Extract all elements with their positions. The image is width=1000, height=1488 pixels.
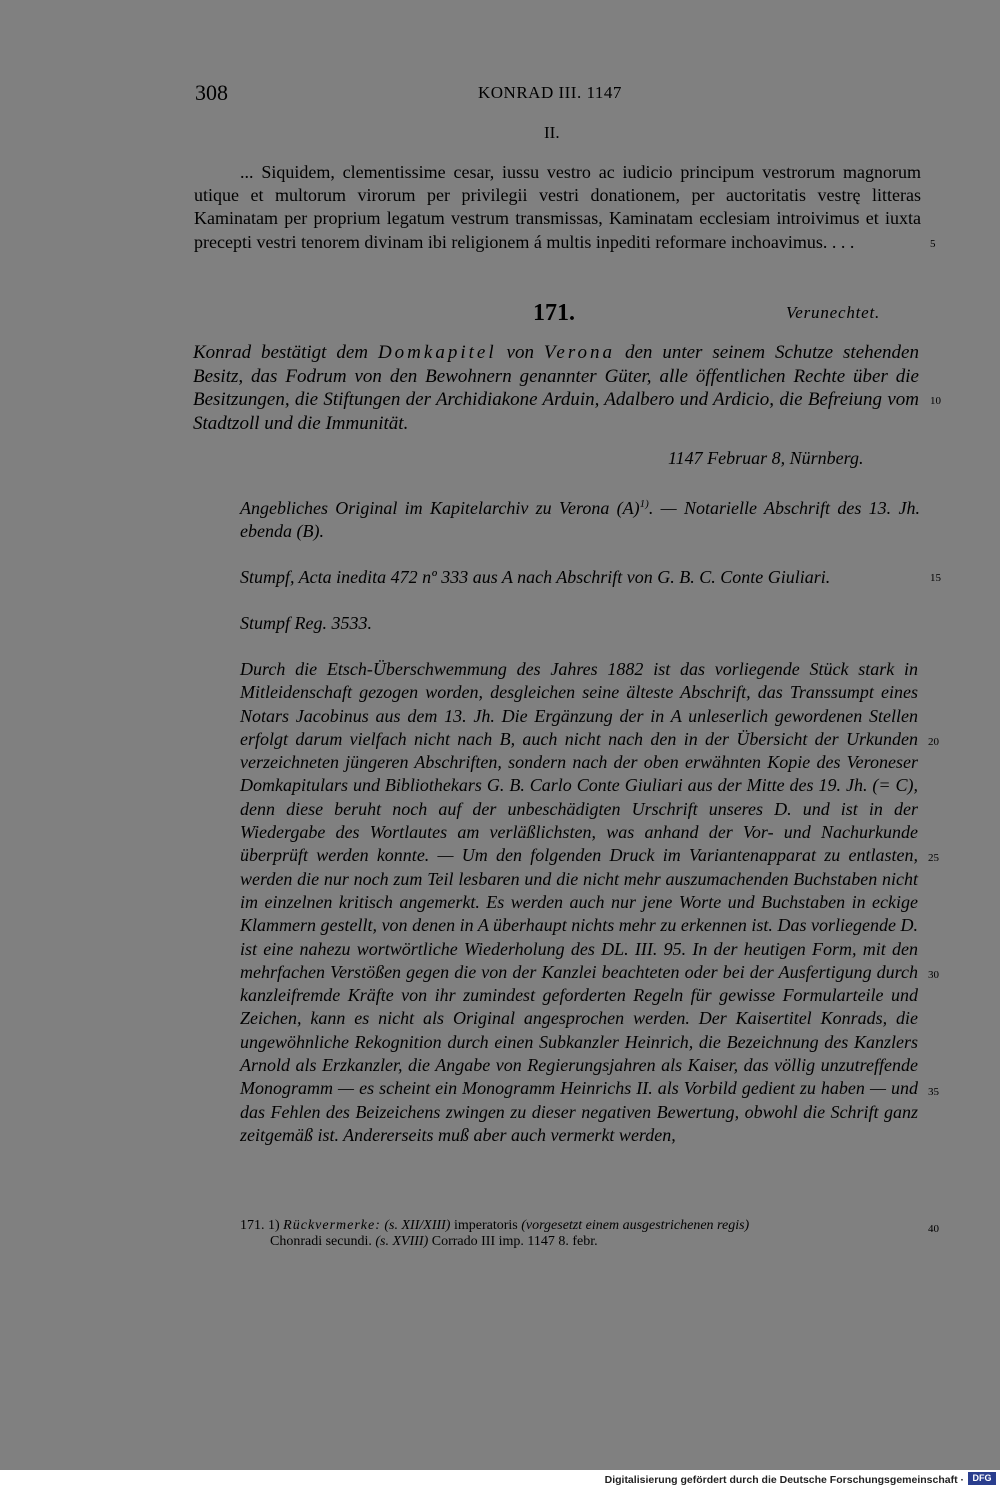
regesta-note: Stumpf Reg. 3533. (240, 613, 372, 633)
date-place: 1147 Februar 8, Nürnberg. (668, 448, 864, 468)
footnote-line-1 (240, 1218, 920, 1234)
footnote-text-1: imperatoris (453, 1218, 518, 1233)
footnote-date-2: (s. XVIII) (375, 1234, 429, 1249)
line-number-40: 40 (928, 1223, 939, 1235)
tradition-copy: . — Notarielle Abschrift des 13. Jh. ebenda (B). (240, 498, 920, 542)
document-status: Verunechtet. (786, 303, 881, 322)
line-number-35: 35 (928, 1086, 939, 1098)
digitization-credit: Digitalisierung gefördert durch die Deutsche Forschungsgemeinschaft · (604, 1474, 964, 1486)
footnote-text-2: Chonradi secundi. (270, 1234, 372, 1249)
regest-text-1: Konrad bestätigt dem (193, 342, 378, 363)
line-number-10: 10 (930, 395, 941, 407)
footnote (240, 1218, 920, 1250)
line-number-15: 15 (930, 572, 941, 584)
footnote-date-1: (s. XII/XIII) (384, 1218, 451, 1233)
page-number: 308 (195, 80, 228, 105)
dfg-logo: DFG (968, 1472, 996, 1485)
regest-recipient: Domkapitel (377, 342, 497, 363)
line-number-30: 30 (928, 969, 939, 981)
tradition-note (240, 493, 920, 543)
section-ii-text: ... Siquidem, clementissime cesar, iussu vestro ac iudicio principum vestrorum magnorum utique et multorum virorum per privilegii vestri donationem, per auctoritatis vestrę litteras Kaminatam per proprium legatum vestrum transmissas, Kaminatam ecclesiam introivimus et iuxta precepti vestri tenorem divinam ibi religionem á multis inpediti reformare inchoavimus. . . . (194, 162, 921, 252)
line-number-20: 20 (928, 736, 939, 748)
line-number-25: 25 (928, 852, 939, 864)
footnote-ref: 1) (639, 498, 649, 510)
tradition-original: Angebliches Original im Kapitelarchiv zu Verona (A) (240, 498, 640, 518)
regest-place: Verona (543, 342, 616, 363)
regest-text-2: von (496, 342, 544, 363)
edition-note: Stumpf, Acta inedita 472 nº 333 aus A nach Abschrift von G. B. C. Conte Giuliari. (240, 567, 831, 587)
regest-text-3: den unter seinem Schutze stehenden Besitz, das Fodrum von den Bewohnern genannter Güter, alle öffentlichen Rechte über die Besitzungen, die Stiftungen der Archidiakone Arduin, Adalbero und Ardicio, die Befreiung vom Stadtzoll und die Immunität. (193, 342, 919, 434)
footnote-label: Rückvermerke: (283, 1218, 381, 1233)
regest (193, 341, 919, 435)
footnote-text-3: Corrado III imp. 1147 8. febr. (431, 1234, 598, 1249)
section-heading-ii: II. (544, 123, 560, 142)
footnote-note-1: (vorgesetzt einem ausgestrichenen regis) (521, 1218, 750, 1233)
document-number: 171. (533, 300, 575, 326)
running-title: KONRAD III. 1147 (478, 83, 622, 102)
line-number-5: 5 (930, 238, 936, 250)
footnote-line-2 (240, 1234, 920, 1250)
commentary: Durch die Etsch-Überschwemmung des Jahres 1882 ist das vorliegende Stück stark in Mitleidenschaft gezogen worden, desgleichen seine älteste Abschrift, das Transsumpt eines Notars Jacobinus aus dem 13. Jh. Die Ergänzung der in A unleserlich gewordenen Stellen erfolgt darum vielfach nicht nach B, auch nicht nach den in der Übersicht der Urkunden verzeichneten jüngeren Abschriften, sondern nach der oben erwähnten Kopie des Veroneser Domkapitulars und Bibliothekars G. B. Carlo Conte Giuliari aus der Mitte des 19. Jh. (= C), denn diese beruht noch auf der unbeschädigten Urschrift unseres D. und ist in der Wiedergabe des Wortlautes am verläßlichsten, was anhand der Vor- und Nachurkunde überprüft werden konnte. — Um den folgenden Druck im Variantenapparat zu entlasten, werden die nur noch zum Teil lesbaren und die nicht mehr auszumachenden Buchstaben nicht im einzelnen kritisch angemerkt. Es werden auch nur jene Worte und Buchstaben in eckige Klammern gestellt, von denen in A überhaupt nichts mehr zu erkennen ist. Das vorliegende D. ist eine nahezu wortwörtliche Wiederholung des DL. III. 95. In der heutigen Form, mit den mehrfachen Verstößen gegen die von der Kanzlei beachteten oder bei der Ausfertigung durch kanzleifremde Kräfte von ihr zumindest geforderten Regeln für gewisse Formularteile und Zeichen, kann es nicht als Original angesprochen werden. Der Kaisertitel Konrads, die ungewöhnliche Rekognition durch einen Subkanzler Heinrich, die Bezeichnung des Kanzlers Arnold als Erzkanzler, die Angabe von Regierungsjahren als Kaiser, das völlig unzutreffende Monogramm — es scheint ein Monogramm Heinrichs II. als Vorbild gedient zu haben — und das Fehlen des Beizeichens zwingen zu dieser negativen Bewertung, obwohl die Schrift ganz zeitgemäß ist. Andererseits muß aber auch vermerkt werden, (240, 659, 918, 1145)
footnote-ref-label: 171. 1) (240, 1218, 280, 1233)
